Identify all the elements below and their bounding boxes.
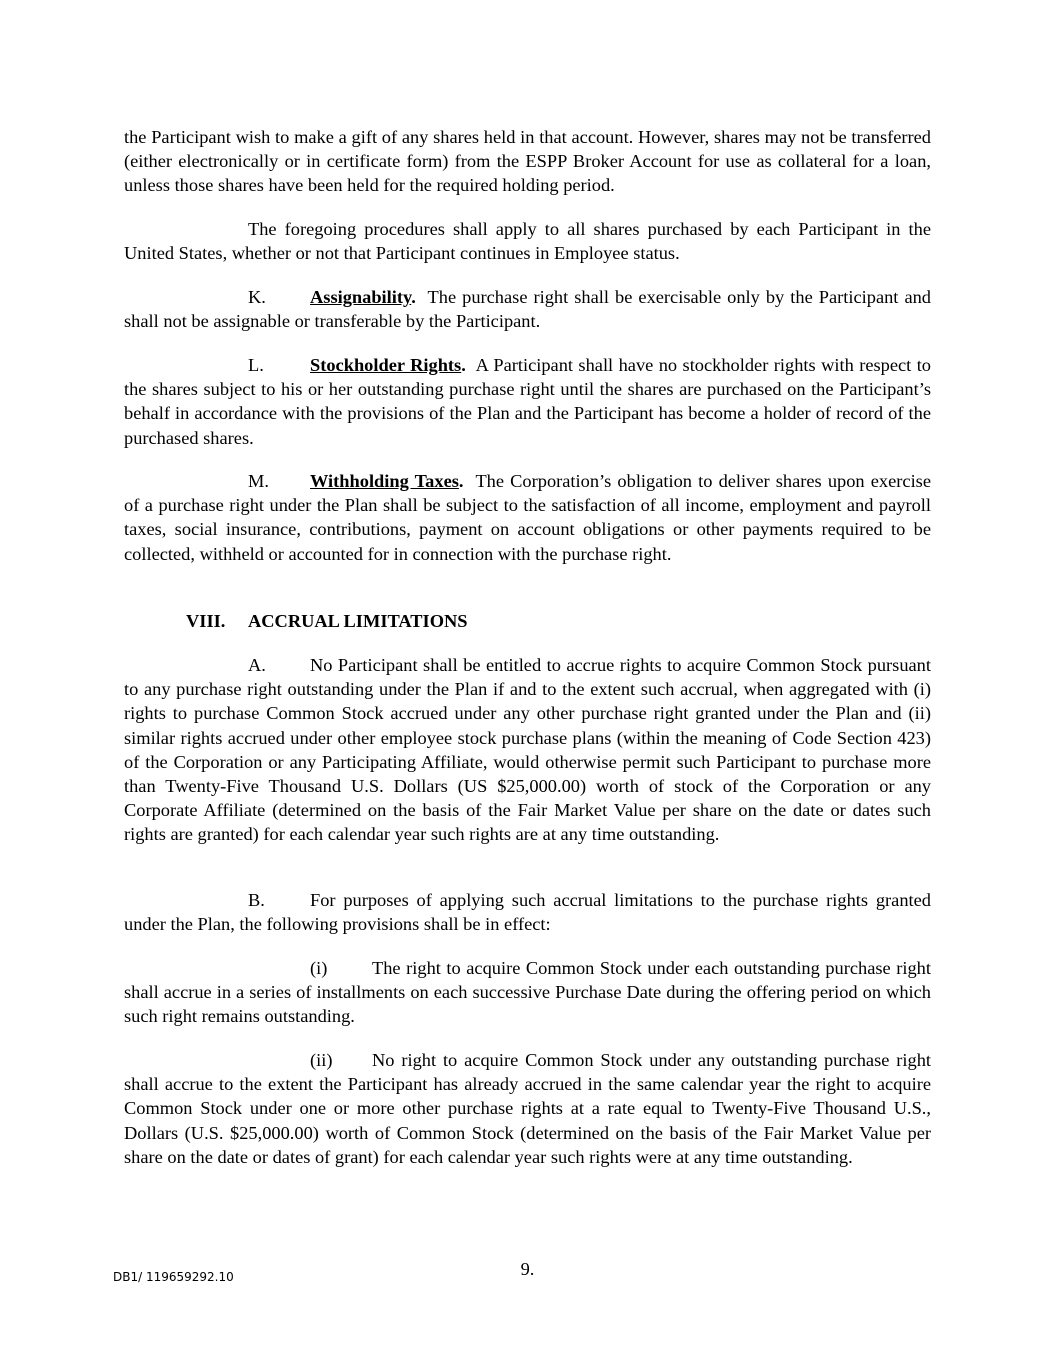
- subsection-ii-label: (ii): [310, 1050, 333, 1070]
- subsection-i-paragraph: [124, 956, 931, 1029]
- document-id: DB1/ 119659292.10: [113, 1270, 234, 1284]
- section-m-punct: .: [458, 471, 464, 491]
- section-viii-number: VIII.: [186, 611, 226, 631]
- section-b-paragraph: [124, 888, 931, 936]
- subsection-ii-text: No right to acquire Common Stock under any outstanding purchase right shall accrue to the extent the Participant has already accrued in the same calendar year the right to acquire Common Stock under one or more other purchase rights at a rate equal to Twenty-Five Thousand U.S., Dollars (U.S. $25,000.00) worth of Common Stock (determined on the basis of the Fair Market Value per share on the date or dates of grant) for each calendar year such rights were at any time outstanding.: [124, 1050, 931, 1167]
- section-l-text: A Participant shall have no stockholder rights with respect to the shares subject to his or her outstanding purchase right until the shares are purchased on the Participant’s behalf in accordance with the provisions of the Plan and the Participant has become a holder of record of the purchased shares.: [124, 355, 936, 448]
- section-m-title: Withholding Taxes: [310, 471, 459, 491]
- section-k-paragraph: [124, 285, 936, 333]
- section-k-text: The purchase right shall be exercisable only by the Participant and shall not be assignable or transferable by the Participant.: [124, 287, 936, 332]
- section-m-text: The Corporation’s obligation to deliver shares upon exercise of a purchase right under the Plan shall be subject to the satisfaction of all income, employment and payroll taxes, social insurance, contributions, payment on account obligations or other payments required to be collected, withheld or accounted for in connection with the purchase right.: [124, 471, 936, 564]
- subsection-i-label: (i): [310, 958, 328, 978]
- subsection-i-text: The right to acquire Common Stock under each outstanding purchase right shall accrue in a series of installments on each successive Purchase Date during the offering period on which such right remains outstanding.: [124, 958, 931, 1027]
- section-m-paragraph: [124, 469, 936, 566]
- page-number: 9.: [520, 1259, 535, 1279]
- subsection-ii-paragraph: [124, 1048, 931, 1169]
- section-l-label: L.: [248, 355, 264, 375]
- section-l-paragraph: [124, 353, 936, 450]
- section-k-title: Assignability: [310, 287, 412, 307]
- section-a-paragraph: [124, 653, 931, 847]
- intro-paragraph: the Participant wish to make a gift of any shares held in that account. However, shares may not be transferred (either electronically or in certificate form) from the ESPP Broker Account for use as collateral for a loan, unless those shares have been held for the required holding period.: [124, 127, 931, 196]
- section-m-label: M.: [248, 471, 269, 491]
- section-b-label: B.: [248, 890, 265, 910]
- section-b-text: For purposes of applying such accrual limitations to the purchase rights granted under the Plan, the following provisions shall be in effect:: [124, 890, 931, 935]
- section-k-punct: .: [411, 287, 416, 307]
- section-a-label: A.: [248, 655, 266, 675]
- section-viii-heading: [186, 609, 468, 633]
- section-viii-title: ACCRUAL LIMITATIONS: [248, 611, 468, 631]
- section-l-title: Stockholder Rights: [310, 355, 462, 375]
- section-k-label: K.: [248, 287, 266, 307]
- section-l-punct: .: [461, 355, 466, 375]
- foregoing-paragraph: The foregoing procedures shall apply to all shares purchased by each Participant in the United States, whether or not that Participant continues in Employee status.: [124, 219, 931, 264]
- section-a-text: No Participant shall be entitled to accrue rights to acquire Common Stock pursuant to any purchase right outstanding under the Plan if and to the extent such accrual, when aggregated with (i) rights to purchase Common Stock accrued under any other purchase right granted under the Plan and (ii) similar rights accrued under other employee stock purchase plans (within the meaning of Code Section 423) of the Corporation or any Participating Affiliate, would otherwise permit such Participant to purchase more than Twenty-Five Thousand U.S. Dollars (US $25,000.00) worth of stock of the Corporation or any Corporate Affiliate (determined on the basis of the Fair Market Value per share on the date or dates such rights are granted) for each calendar year such rights are at any time outstanding.: [124, 655, 931, 845]
